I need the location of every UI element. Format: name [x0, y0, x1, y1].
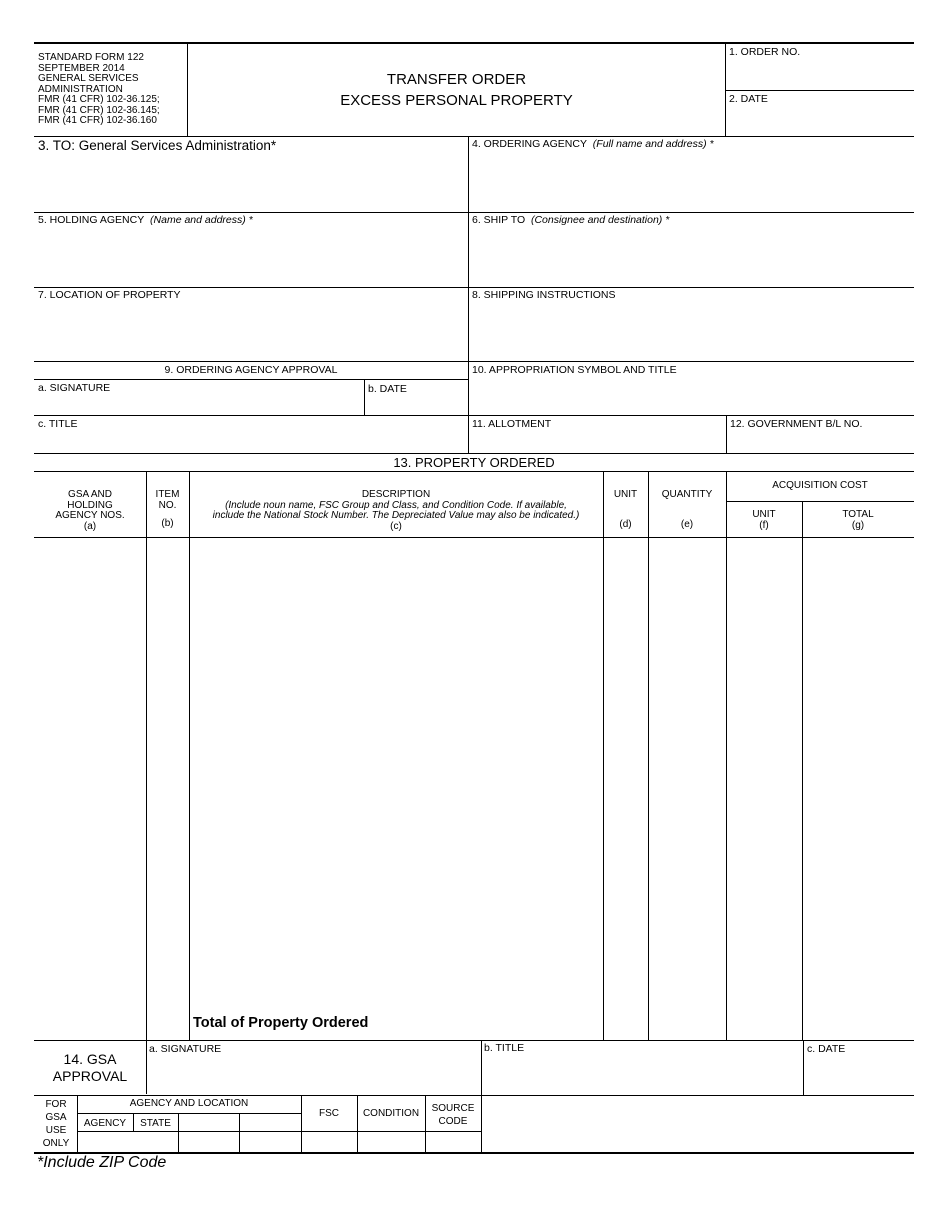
gsa-signature-field[interactable]: [148, 1058, 480, 1092]
location-field[interactable]: [36, 304, 466, 360]
form-id-block: STANDARD FORM 122 SEPTEMBER 2014 GENERAL SERVICES ADMINISTRATION FMR (41 CFR) 102-36.125; FMR (41 CFR) 102-36.145; FMR (41 CFR) 102-36.160: [38, 52, 160, 126]
ordering-agency-field[interactable]: [470, 154, 912, 210]
gsa-date-field[interactable]: [805, 1058, 913, 1092]
form-title: TRANSFER ORDER EXCESS PERSONAL PROPERTY: [340, 71, 573, 109]
col-f-header: UNIT (f): [752, 509, 776, 531]
acquisition-cost-header: ACQUISITION COST: [772, 480, 868, 491]
source-code-header: SOURCE CODE: [431, 1103, 475, 1127]
date-label: 2. DATE: [729, 93, 768, 105]
divider: [34, 212, 914, 213]
order-no-label: 1. ORDER NO.: [729, 46, 801, 58]
condition-header: CONDITION: [362, 1108, 420, 1119]
shipping-label: 8. SHIPPING INSTRUCTIONS: [472, 289, 616, 301]
col-d-cells[interactable]: [605, 539, 647, 1039]
location-code-field-1[interactable]: [180, 1133, 238, 1151]
agency-field[interactable]: [79, 1133, 132, 1151]
col-divider: [802, 501, 803, 1040]
divider: [34, 1040, 914, 1041]
col-d-header: UNIT (d): [613, 489, 638, 530]
zip-code-note: *Include ZIP Code: [37, 1154, 167, 1171]
condition-field[interactable]: [359, 1133, 424, 1151]
top-rule: [34, 42, 914, 44]
divider: [77, 1131, 481, 1132]
divider: [726, 415, 727, 453]
state-header: STATE: [140, 1118, 171, 1129]
col-b-cells[interactable]: [148, 539, 188, 1039]
gov-bl-field[interactable]: [728, 432, 912, 452]
title-field[interactable]: [36, 432, 466, 452]
gsa-title-label: b. TITLE: [484, 1042, 525, 1054]
to-label: 3. TO: General Services Administration*: [38, 138, 277, 153]
property-section-title: 13. PROPERTY ORDERED: [393, 455, 555, 470]
holding-agency-field[interactable]: [36, 230, 466, 286]
gsa-signature-label: a. SIGNATURE: [149, 1043, 222, 1055]
allotment-field[interactable]: [470, 432, 724, 452]
fsc-field[interactable]: [303, 1133, 356, 1151]
appropriation-label: 10. APPROPRIATION SYMBOL AND TITLE: [472, 364, 677, 376]
holding-agency-label: 5. HOLDING AGENCY (Name and address) *: [38, 214, 253, 226]
ordering-agency-label: 4. ORDERING AGENCY (Full name and address) *: [472, 138, 714, 150]
col-f-cells[interactable]: [728, 539, 801, 1039]
divider: [725, 90, 914, 91]
approval-title: 9. ORDERING AGENCY APPROVAL: [164, 364, 338, 376]
approval-date-label: b. DATE: [368, 383, 407, 395]
gsa-approval-heading: 14. GSA APPROVAL: [52, 1051, 128, 1084]
divider: [239, 1113, 240, 1153]
ship-to-label: 6. SHIP TO (Consignee and destination) *: [472, 214, 670, 226]
col-c-header: DESCRIPTION (Include noun name, FSC Group and Class, and Condition Code. If available, include the National Stock Number. The Depreciated Value may also be indicated.) (c): [212, 489, 580, 532]
signature-label: a. SIGNATURE: [38, 382, 111, 394]
gov-bl-label: 12. GOVERNMENT B/L NO.: [730, 418, 863, 430]
center-divider: [468, 136, 469, 453]
ship-to-field[interactable]: [470, 230, 912, 286]
to-field[interactable]: [36, 158, 466, 210]
agency-header: AGENCY: [83, 1118, 127, 1129]
divider: [34, 136, 914, 137]
divider: [34, 537, 914, 538]
divider: [726, 501, 914, 502]
col-divider: [189, 471, 190, 1040]
gsa-title-field[interactable]: [483, 1058, 801, 1092]
col-divider: [603, 471, 604, 1040]
col-c-cells[interactable]: [191, 539, 602, 1009]
source-code-field[interactable]: [427, 1133, 480, 1151]
divider: [34, 1095, 914, 1096]
col-e-cells[interactable]: [650, 539, 725, 1039]
divider: [34, 471, 914, 472]
divider: [34, 415, 914, 416]
agency-location-header: AGENCY AND LOCATION: [129, 1098, 249, 1109]
divider: [34, 453, 914, 454]
divider: [77, 1113, 301, 1114]
signature-field[interactable]: [36, 396, 362, 414]
shipping-field[interactable]: [470, 304, 912, 360]
approval-date-field[interactable]: [366, 397, 466, 414]
gsa-use-only-label: FOR GSA USE ONLY: [42, 1099, 70, 1149]
location-label: 7. LOCATION OF PROPERTY: [38, 289, 181, 301]
col-divider: [726, 471, 727, 1040]
col-divider: [146, 471, 147, 1094]
total-label: Total of Property Ordered: [193, 1015, 369, 1031]
divider: [34, 379, 468, 380]
title-label: c. TITLE: [38, 418, 78, 430]
divider: [301, 1095, 302, 1153]
col-a-header: GSA AND HOLDING AGENCY NOS. (a): [55, 489, 125, 532]
col-a-cells[interactable]: [35, 539, 145, 1039]
divider: [357, 1095, 358, 1153]
state-field[interactable]: [135, 1133, 177, 1151]
location-code-field-2[interactable]: [241, 1133, 300, 1151]
col-e-header: QUANTITY (e): [661, 489, 713, 530]
divider: [34, 361, 914, 362]
divider: [481, 1040, 482, 1154]
col-b-header: ITEM NO. (b): [155, 489, 180, 529]
gsa-date-label: c. DATE: [807, 1043, 846, 1055]
col-g-cells[interactable]: [804, 539, 913, 1039]
allotment-label: 11. ALLOTMENT: [472, 418, 552, 430]
divider: [178, 1113, 179, 1153]
appropriation-field[interactable]: [470, 379, 912, 413]
divider: [34, 287, 914, 288]
date-field[interactable]: [726, 107, 914, 135]
divider: [364, 379, 365, 415]
fsc-header: FSC: [319, 1108, 339, 1119]
divider: [803, 1040, 804, 1095]
col-divider: [648, 471, 649, 1040]
col-g-header: TOTAL (g): [842, 509, 874, 531]
order-no-field[interactable]: [726, 60, 914, 90]
